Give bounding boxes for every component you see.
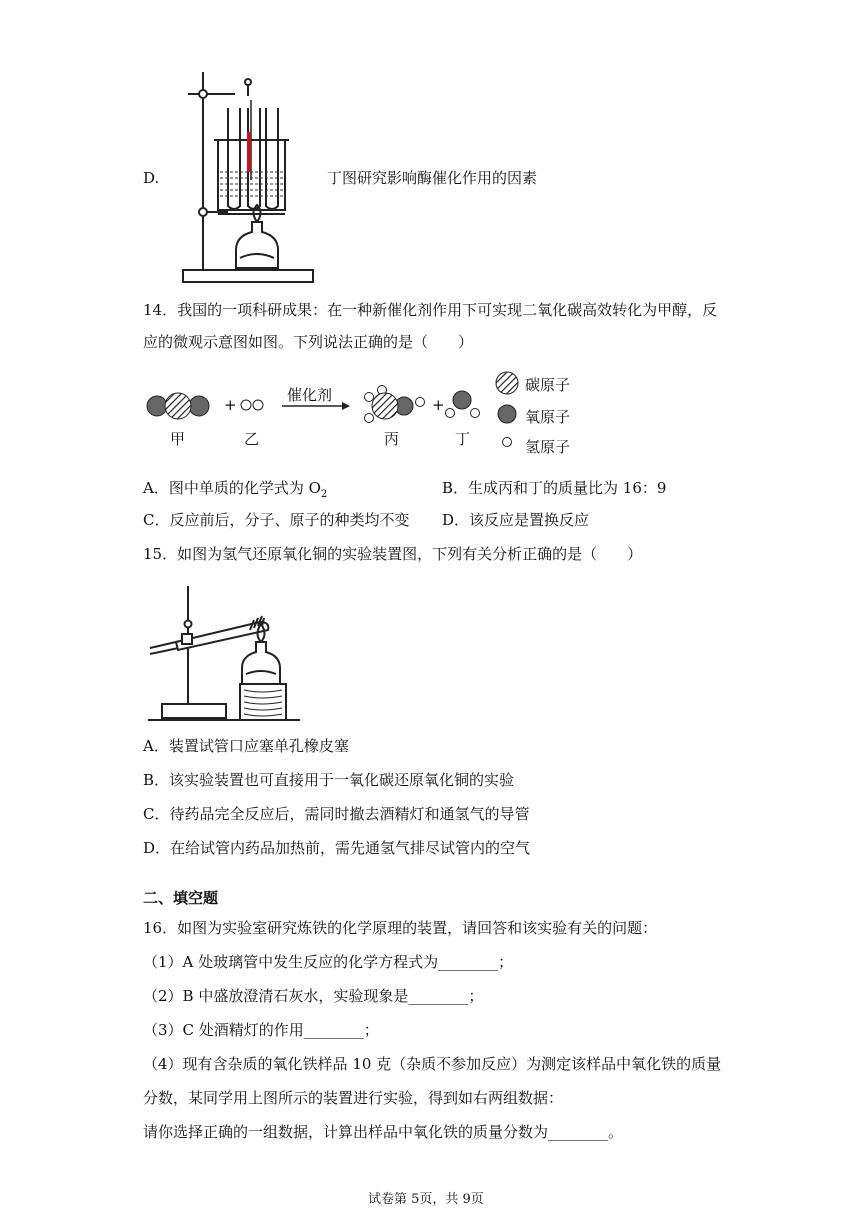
product-1-label: 丙 (384, 430, 400, 448)
q15-stem: 15．如图为氢气还原氧化铜的实验装置图，下列有关分析正确的是（ ） (143, 545, 643, 563)
reactant-2-label: 乙 (244, 430, 260, 448)
subscript-2: 2 (320, 489, 328, 500)
q14-option-d: D．该反应是置换反应 (442, 511, 590, 529)
q16-part-4-line-1: （4）现有含杂质的氧化铁样品 10 克（杂质不参加反应）为测定该样品中氧化铁的质量 (143, 1055, 722, 1073)
page-footer: 试卷第 5页，共 9页 (368, 1192, 484, 1207)
q16-part-4-line-2: 分数，某同学用上图所示的装置进行实验，得到如右两组数据： (143, 1089, 564, 1107)
q16-part-1: （1）A 处玻璃管中发生反应的化学方程式为________； (143, 953, 514, 971)
q16-part-3: （3）C 处酒精灯的作用________； (143, 1021, 379, 1039)
plus-sign-1: + (224, 396, 237, 414)
q14-option-b: B．生成丙和丁的质量比为 16：9 (442, 479, 667, 497)
q15-option-b: B．该实验装置也可直接用于一氧化碳还原氧化铜的实验 (143, 771, 515, 789)
q16-part-4-line-3: 请你选择正确的一组数据，计算出样品中氧化铁的质量分数为________。 (143, 1123, 624, 1141)
q13-option-d (0, 0, 860, 300)
q15-option-d: D．在给试管内药品加热前，需先通氢气排尽试管内的空气 (143, 839, 531, 857)
q14-option-c: C．反应前后，分子、原子的种类均不变 (143, 511, 410, 529)
reaction-molecule-diagram (0, 362, 860, 532)
question-14 (0, 296, 860, 536)
section-title: 二、填空题 (143, 889, 219, 907)
q15-option-a: A．装置试管口应塞单孔橡皮塞 (143, 737, 349, 755)
question-16 (0, 916, 860, 1146)
legend-carbon: 碳原子 (525, 376, 571, 394)
catalyst-label: 催化剂 (287, 386, 333, 404)
q13-option-d-letter: D. (143, 169, 160, 187)
q14-stem-line-2: 应的微观示意图如图。下列说法正确的是（ ） (143, 333, 474, 351)
reactant-1-label: 甲 (170, 430, 186, 448)
legend-oxygen: 氧原子 (525, 408, 571, 426)
q14-option-a: A．图中单质的化学式为 $O_2$ (143, 479, 328, 500)
plus-sign-2: + (432, 396, 445, 414)
product-2-label: 丁 (455, 430, 471, 448)
q15-option-c: C．待药品完全反应后，需同时撤去酒精灯和通氢气的导管 (143, 805, 530, 823)
q16-part-2: （2）B 中盛放澄清石灰水，实验现象是________； (143, 987, 484, 1005)
hydrogen-reduction-apparatus-figure (0, 576, 860, 736)
legend-hydrogen: 氢原子 (525, 438, 571, 456)
water-bath-apparatus-figure (0, 0, 860, 300)
q14-stem-line-1: 14．我国的一项科研成果：在一种新催化剂作用下可实现二氧化碳高效转化为甲醇，反 (143, 301, 718, 319)
question-15 (0, 540, 860, 870)
q13-option-d-text: 丁图研究影响酶催化作用的因素 (327, 169, 538, 187)
q16-stem: 16．如图为实验室研究炼铁的化学原理的装置，请回答和该实验有关的问题： (143, 919, 658, 937)
